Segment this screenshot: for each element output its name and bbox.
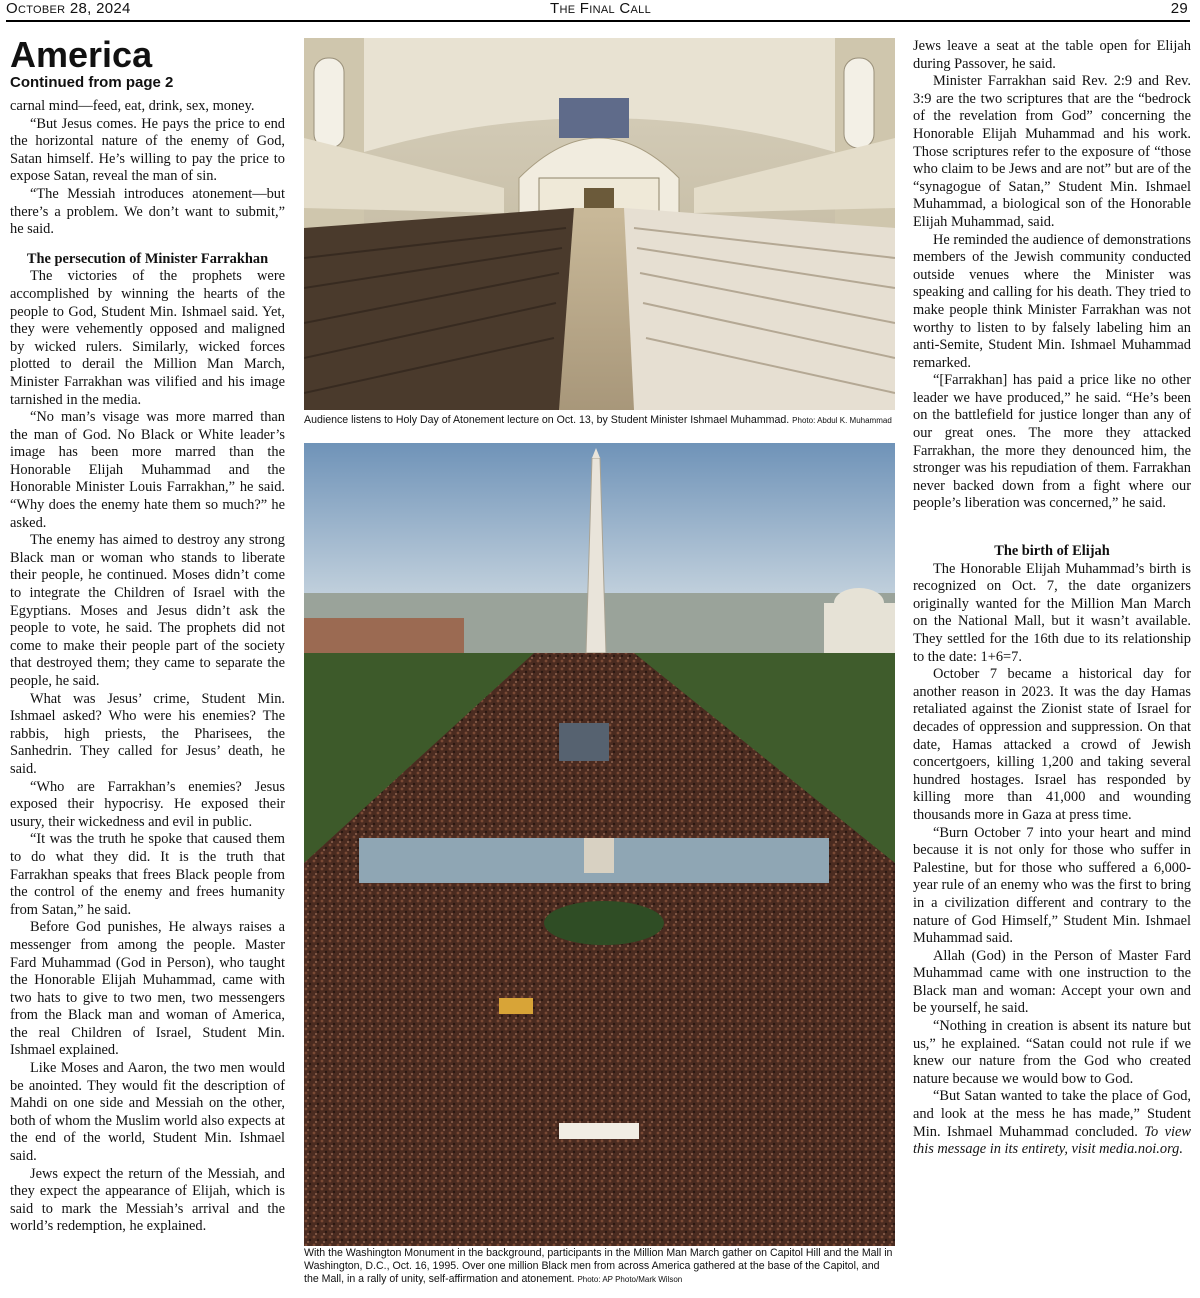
paragraph-text: “But Satan wanted to take the place of God, and look at the mess he has made,” Student Min. Ishmael Muhammad concluded. — [913, 1088, 1191, 1140]
paragraph: “No man’s visage was more marred than the man of God. No Black or White leader’s image has been more marred than the Honorable Elijah Muhammad and the Honorable Minister Louis Farrakhan,” he said. “Why does the enemy hate them so much?” he asked. — [10, 409, 285, 531]
page-header — [6, 0, 1190, 22]
article-column-1 — [10, 36, 285, 1236]
paragraph: Jews expect the return of the Messiah, and they expect the appearance of Elijah, which is said to mark the Messiah’s arrival and the world’s redemption, he explained. — [10, 1165, 285, 1235]
headline: America — [10, 34, 153, 75]
paragraph: “Who are Farrakhan’s enemies? Jesus exposed their hypocrisy. He exposed their usury, their wickedness and evil in public. — [10, 778, 285, 830]
paragraph: The victories of the prophets were accomplished by winning the hearts of the people to God, Student Min. Ishmael said. Yet, they were vehemently opposed and maligned by wicked rulers. Similarly, wicked forces plotted to derail the Million Man March, Minister Farrakhan was vilified and his image tarnished in the media. — [10, 268, 285, 408]
paragraph: Like Moses and Aaron, the two men would be anointed. They would fit the description of Mahdi on one side and Messiah on the other, both of whom the Muslim world also expects at the end of the world, Student Min. Ishmael said. — [10, 1060, 285, 1165]
paragraph: The Honorable Elijah Muhammad’s birth is recognized on Oct. 7, the date organizers originally wanted for the Million Man March on the National Mall, but it wasn’t available. They settled for the 16th due to its relationship to the date: 1+6=7. — [913, 560, 1191, 665]
paragraph: carnal mind—feed, eat, drink, sex, money. — [10, 98, 255, 114]
national-mall-illustration — [304, 443, 895, 1246]
paragraph: “Burn October 7 into your heart and mind because it is not only for those who suffer in Palestine, but for those who suffered a 6,000-year rule of an enemy who was the first to bring in a civilization different and contrary to the nature of God Himself,” Student Min. Ishmael Muhammad said. — [913, 824, 1191, 947]
paragraph: “It was the truth he spoke that caused them to do what they did. It is the truth that Farrakhan speaks that frees Black people from the control of the enemy and frees humanity from Satan,” he said. — [10, 831, 285, 918]
caption-text: Audience listens to Holy Day of Atonement lecture on Oct. 13, by Student Minister Ishmael Muhammad. — [304, 414, 790, 426]
paragraph: October 7 became a historical day for another reason in 2023. It was the day Hamas retaliated against the Zionist state of Israel for decades of oppression and suppression. On that date, Hamas attacked a crowd of Jewish concertgoers, killing 1,200 and taking several hundred hostages. Israel has responded by killing more than 41,000 and wounding thousands more in Gaza at press time. — [913, 666, 1191, 823]
paragraph: What was Jesus’ crime, Student Min. Ishmael asked? Who were his enemies? The rabbis, high priests, the Pharisees, the Sanhedrin. They called for Jesus’ death, he said. — [10, 690, 285, 777]
paragraph: Allah (God) in the Person of Master Fard Muhammad came with one instruction to the Black man and woman: Accept your own and be yourself, he said. — [913, 947, 1191, 1017]
page-number: 29 — [1170, 0, 1188, 17]
continued-note: Continued from page 2 — [10, 74, 174, 91]
photo-million-man-march — [304, 443, 895, 1246]
paragraph: “But Jesus comes. He pays the price to end the horizontal nature of the enemy of God, Satan himself. He’s willing to pay the price to expose Satan, reveal the man of sin. — [10, 115, 285, 185]
photo-caption-1 — [304, 414, 895, 427]
photo-credit: Photo: Abdul K. Muhammad — [792, 416, 892, 425]
paragraph: “Nothing in creation is absent its nature but us,” he explained. “Satan could not rule if we knew our nature from the God who created nature because we would bow to God. — [913, 1018, 1191, 1087]
paragraph — [913, 1088, 1191, 1158]
photo-atonement-lecture — [304, 38, 895, 410]
photo-credit: Photo: AP Photo/Mark Wilson — [577, 1275, 683, 1284]
publication-name: The Final Call — [550, 0, 652, 17]
paragraph: “[Farrakhan] has paid a price like no other leader we have produced,” he said. “He’s been on the battlefield for justice longer than any of our great ones. The more they attacked Farrakhan, the more they denounced him, the stronger was his repudiation of them. Farrakhan never backed down from a fight where our people’s liberation was concerned,” he said. — [913, 372, 1191, 512]
paragraph: Minister Farrakhan said Rev. 2:9 and Rev. 3:9 are the two scriptures that are the “bedrock of the revelation from God” concerning the Honorable Elijah Muhammad and his work. Those scriptures refer to the exposure of “those who claim to be Jews and are not” but are of the “synagogue of Satan,” Student Min. Ishmael Muhammad, a biological son of the Honorable Elijah Muhammad, said. — [913, 73, 1191, 230]
photo-caption-2 — [304, 1247, 895, 1286]
article-column-3 — [913, 38, 1191, 1159]
closing-note-link[interactable]: To view this message in its entirety, visit media.noi.org. — [913, 1123, 1191, 1158]
subheading: The persecution of Minister Farrakhan — [26, 250, 269, 267]
paragraph: The enemy has aimed to destroy any strong Black man or woman who stands to liberate their people, he continued. Moses didn’t come to integrate the Children of Israel with the Egyptians. Moses and Jesus didn’t ask the people to vote, he said. The prophets did not come to make their people part of the society that destroyed them; they came to separate the people, he said. — [10, 532, 285, 689]
mosque-interior-illustration — [304, 38, 895, 410]
paragraph: He reminded the audience of demonstrations members of the Jewish community conducted outside venues where the Minister was speaking and calling for his death. They tried to make people think Minister Farrakhan was not worthy to listen to by falsely labeling him an anti-Semite, Student Min. Ishmael Muhammad remarked. — [913, 231, 1191, 371]
issue-date: October 28, 2024 — [6, 0, 131, 17]
paragraph: “The Messiah introduces atonement—but there’s a problem. We don’t want to submit,” he said. — [10, 185, 285, 238]
paragraph: Before God punishes, He always raises a messenger from among the people. Master Fard Muhammad (God in Person), who taught the Honorable Elijah Muhammad, came with two hats to give to two men, two messengers from the Black man and woman of America, the real Children of Israel, Student Min. Ishmael explained. — [10, 919, 285, 1059]
caption-text: With the Washington Monument in the background, participants in the Million Man March gather on Capitol Hill and the Mall in Washington, D.C., Oct. 16, 1995. Over one million Black men from across America gathered at the base of the Capitol, and the Mall, in a rally of unity, self-affirmation and atonement. — [304, 1247, 893, 1285]
subheading: The birth of Elijah — [994, 543, 1110, 560]
paragraph: Jews leave a seat at the table open for Elijah during Passover, he said. — [913, 38, 1191, 72]
